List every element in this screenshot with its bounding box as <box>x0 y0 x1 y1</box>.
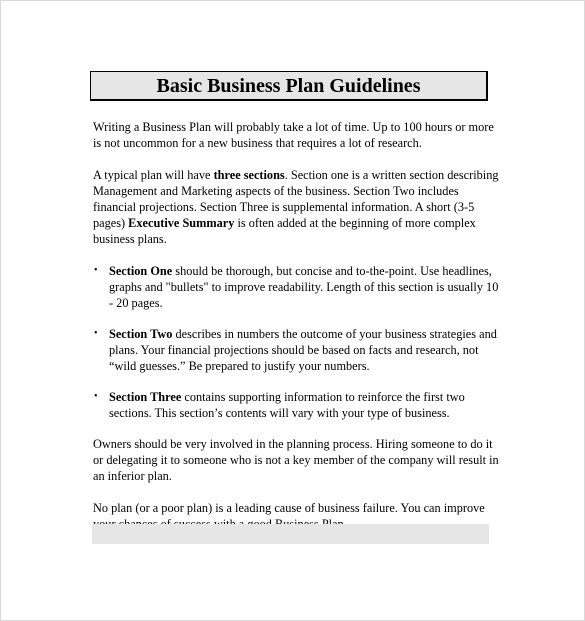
sections-list <box>93 263 503 421</box>
list-item-section-three <box>93 389 503 421</box>
section-three-heading: Section Three <box>109 390 182 404</box>
bullet-icon: • <box>94 391 98 402</box>
list-item-section-one <box>93 263 503 311</box>
bullet-icon: • <box>94 328 98 339</box>
typical-plan-paragraph <box>93 167 503 247</box>
document-body <box>93 119 503 548</box>
typical-text-1: A typical plan will have <box>93 168 214 182</box>
typical-text-2: . Section one is a written section describing Management and Marketing aspects of the business. Section Two includes financial projections. Section Three is supplemental information. A short (3-5 pages) <box>93 168 499 230</box>
section-one-heading: Section One <box>109 264 173 278</box>
section-two-heading: Section Two <box>109 327 173 341</box>
executive-summary-bold: Executive Summary <box>128 216 235 230</box>
shaded-footer-bar <box>92 524 489 544</box>
title-box <box>90 71 488 101</box>
list-item-section-two <box>93 326 503 374</box>
typical-text-3: is often added at the beginning of more complex business plans. <box>93 216 476 246</box>
section-three-text: contains supporting information to reinforce the first two sections. This section’s contents will vary with your type of business. <box>109 390 465 420</box>
bullet-icon: • <box>94 265 98 276</box>
section-one-text: should be thorough, but concise and to-the-point. Use headlines, graphs and "bullets" to improve readability. Length of this section is usually 10 - 20 pages. <box>109 264 499 310</box>
three-sections-bold: three sections <box>213 168 285 182</box>
section-two-text: describes in numbers the outcome of your business strategies and plans. Your financial projections should be based on facts and research, not “wild guesses.” Be prepared to justify your numbers. <box>109 327 497 373</box>
intro-paragraph: Writing a Business Plan will probably take a lot of time. Up to 100 hours or more is not uncommon for a new business that requires a lot of research. <box>93 120 494 150</box>
closing-paragraph: No plan (or a poor plan) is a leading cause of business failure. You can improve <box>93 501 485 515</box>
owners-paragraph: Owners should be very involved in the planning process. Hiring someone to do it or delegating it to someone who is not a key member of the company will result in an inferior plan. <box>93 437 499 483</box>
page-title: Basic Business Plan Guidelines <box>156 74 421 97</box>
